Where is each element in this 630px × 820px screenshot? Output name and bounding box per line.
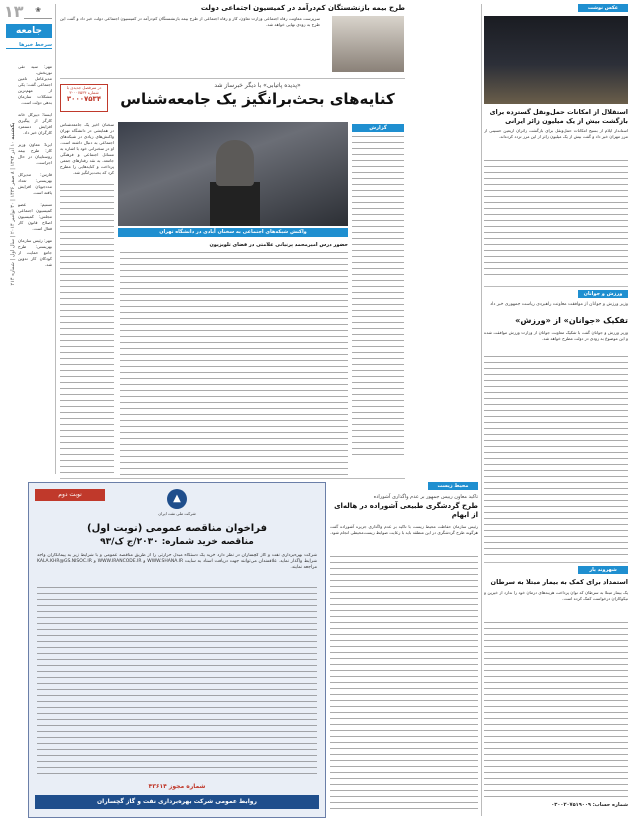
sidebar-item: مهر: سید تقی نوربخش، مدیرعامل تامین اجتماعی گفت: یکی از مهم‌ترین مشکلات سازمان بدهی دولت است. (18, 64, 52, 105)
citizen-label: شهروند یار (578, 566, 628, 574)
divider (60, 78, 405, 79)
section-title: جامعه (6, 24, 52, 38)
report-text-lines (352, 136, 404, 456)
tender-footer: روابط عمومی شرکت بهره‌برداری نفت و گاز گچساران (35, 795, 319, 809)
divider (484, 286, 628, 287)
photo-news-body: استاندار ایلام از بسیج امکانات حمل‌ونقل برای بازگشت زائران اربعین حسینی از مرز مهران خبر داد و گفت بیش از یک میلیون زائر از این مرز تردد کرده‌اند. (484, 128, 628, 139)
citizen-headline: استمداد برای کمک به بیمار مبتلا به سرطان (490, 578, 628, 586)
tender-body-lines (37, 587, 317, 777)
account-label: شماره حساب: (592, 802, 628, 808)
account-number: ۰۳۰۰۲۰۷۵۱۹۰۰۹ (551, 802, 591, 808)
tender-ad (28, 482, 326, 818)
sidebar-heading: سرخط خبرها (6, 42, 52, 49)
date-line (10, 14, 18, 394)
citizen-body-lines (484, 622, 628, 798)
youth-section (484, 290, 628, 560)
sidebar-item: فارس: مدیرکل بهزیستی: تعداد مددجویان افزایش یافته است. (18, 172, 52, 195)
photo-news-headline: استقلال از امکانات حمل‌ونقل گسترده برای بازگشت بیش از یک میلیون زائر ایرانی (489, 108, 628, 125)
main-body-lines (60, 184, 114, 474)
page-number: ۱۳ (4, 2, 24, 21)
main-body-intro: سخنان اخیر یک جامعه‌شناس در همایشی در دانشگاه تهران واکنش‌های زیادی در شبکه‌های اجتماعی به دنبال داشته است. او در سخنرانی خود با اشاره به مسائل اجتماعی و فرهنگی جامعه، به نقد رفتارهای جمعی پرداخت و کنایه‌هایی را مطرح کرد که بحث‌برانگیز شد. (60, 122, 114, 175)
lectern-shape (210, 182, 260, 226)
main-subhead: حضور درس امیرمحمد پرنیانی علامتی در فضای تلویزیون (209, 242, 348, 248)
tender-number: مناقصه خرید شماره: ۲۰۳۰/ج ک/۹۳ (100, 537, 254, 547)
youth-label: ورزش و جوانان (578, 290, 628, 298)
sidebar-item: تسنیم: عضو کمیسیون اجتماعی مجلس: کمیسیون اصلاح قانون کار فعال است. (18, 202, 52, 231)
sms-box-text: در سرفصل جدیدی با شماره ۳۰۰۰۷۵۳۴ (66, 85, 102, 95)
environment-label: محیط زیست (428, 482, 478, 490)
sms-box (60, 84, 108, 112)
youth-body-lines (484, 356, 628, 556)
weekday: یکشنبه (10, 122, 16, 140)
environment-intro: تاکید معاون رییس جمهور بر عدم واگذاری آشوراده (373, 494, 478, 500)
youth-intro: وزیر ورزش و جوانان از موافقت معاونت راهبردی ریاست جمهوری خبر داد (490, 302, 628, 307)
sidebar-news (18, 64, 52, 374)
environment-section (330, 482, 478, 816)
sidebar-item: ایرنا: معاون وزیر کار: طرح بیمه روستاییان در حال اجراست. (18, 142, 52, 165)
main-body-columns (120, 252, 348, 477)
photo-news-label: عکس نوشت (578, 4, 628, 12)
photo-caption: واکنش شبکه‌های اجتماعی به سخنان آبادی در دانشگاه تهران (118, 228, 348, 237)
environment-headline: طرح گردشگری طبیعی آشوراده در هاله‌ای از ابهام (334, 502, 478, 519)
divider (484, 562, 628, 563)
divider (481, 4, 482, 816)
portrait-photo (332, 16, 404, 72)
date-text: ۱۰ آذر ۱۳۹۳ | ۸ صفر ۱۴۳۶ | ۳۰ نوامبر ۲۰۱۴ | سال اول | شماره ۲۱۴ (10, 141, 16, 286)
tender-body: شرکت بهره‌برداری نفت و گاز گچساران در نظر دارد خرید یک دستگاه مبدل حرارتی را از طریق مناقصه عمومی و با شرایط زیر به پیمانکاران واجد شرایط واگذار نماید. علاقمندان می‌توانند جهت دریافت اسناد به سایت WWW.SHANA.IR و WWW.IRANCODE.IR و KALA.KHR@GS.NISOC.IR مراجعه نمایند. (37, 553, 317, 570)
oil-logo-icon: ▲ (167, 489, 187, 509)
pilgrims-photo (484, 16, 628, 104)
divider (60, 478, 405, 479)
environment-body: رئیس سازمان حفاظت محیط زیست با تاکید بر عدم واگذاری جزیره آشوراده گفت هرگونه طرح گردشگری در این منطقه باید با رعایت ضوابط زیست‌محیطی انجام شود. (330, 524, 478, 535)
top-story-body: سرپرست معاونت رفاه اجتماعی وزارت تعاون، کار و رفاه اجتماعی از طرح بیمه بازنشستگان کم‌درآمد در کمیسیون اجتماعی دولت خبر داد و گفت این طرح به زودی نهایی خواهد شد. (60, 16, 320, 27)
report-label: گزارش (352, 124, 404, 132)
youth-body: وزیر ورزش و جوانان گفت با تفکیک معاونت جوانان از وزارت ورزش موافقت شده و این موضوع به زودی در دولت مطرح خواهد شد. (484, 330, 628, 341)
photo-news-section (484, 4, 628, 284)
account-info (484, 802, 628, 808)
sidebar-item: مهر: رئیس سازمان بهزیستی: طرح جامع حمایت از کودکان کار تدوین شد. (18, 238, 52, 267)
tender-round: نوبت دوم (35, 489, 105, 501)
tender-title: فراخوان مناقصه عمومی (نوبت اول) (87, 523, 267, 534)
main-headline: کنایه‌های بحث‌برانگیز یک جامعه‌شناس (120, 90, 395, 108)
citizen-section (484, 566, 628, 816)
sms-number: ۳۰۰۰۷۵۳۴ (66, 95, 102, 103)
lecture-photo (118, 122, 348, 226)
main-article-header (110, 82, 405, 118)
tender-permit: شماره مجوز ۴۳۶۱۴ (148, 783, 206, 790)
newspaper-logo: ❀ (24, 6, 52, 19)
main-kicker: «پدیده پاتیابی» با دیگر خبرساز شد (214, 82, 301, 89)
photo-news-lines (484, 160, 628, 280)
environment-body-lines (330, 556, 478, 812)
citizen-body: یک بیمار مبتلا به سرطان که توان پرداخت هزینه‌های درمان خود را ندارد از خیرین و نیکوکاران درخواست کمک کرده است. (484, 590, 628, 601)
speaker-shape (216, 140, 254, 186)
divider (55, 4, 56, 474)
top-story-headline: طرح بیمه بازنشستگان کم‌درآمد در کمیسیون اجتماعی دولت (200, 4, 405, 12)
sidebar-item: ایسنا: دبیرکل خانه کارگر از پیگیری افزایش دستمزد کارگران خبر داد. (18, 112, 52, 135)
top-story (60, 4, 405, 74)
tender-company: شرکت ملی نفت ایران (158, 511, 196, 516)
youth-headline: تفکیک «جوانان» از «ورزش» (515, 316, 628, 325)
